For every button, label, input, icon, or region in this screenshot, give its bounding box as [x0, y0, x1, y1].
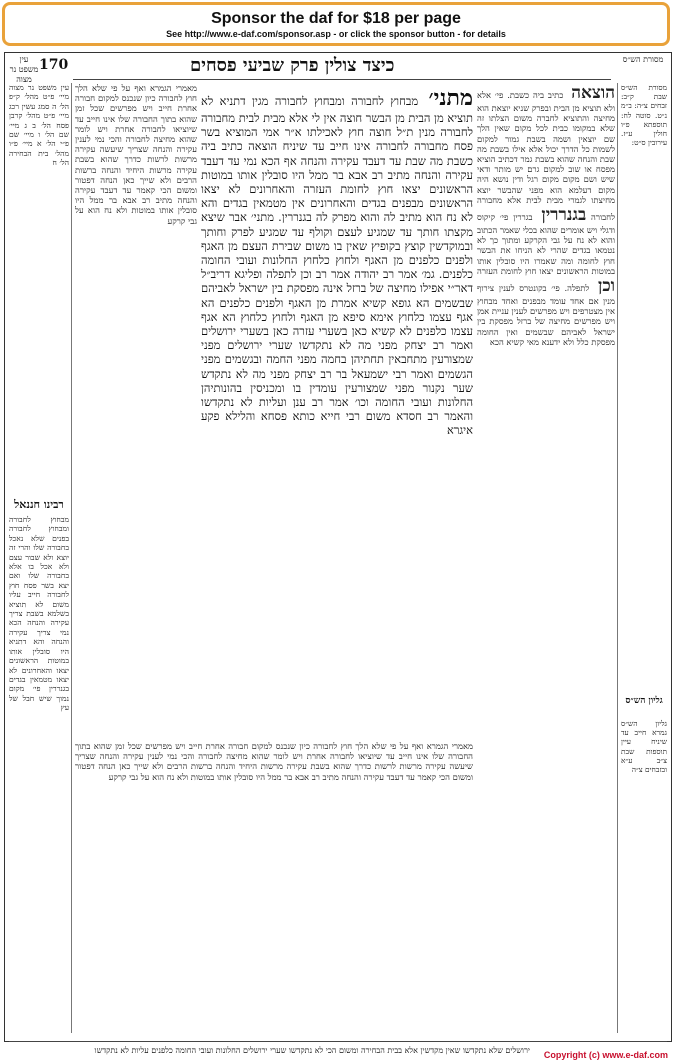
gilyon-title: גליון הש״ס — [625, 696, 663, 706]
gemara-lead-word: מתני׳ — [428, 85, 473, 111]
gilyon-text: גליון הש״ס גמרא חייב עד שיניח עיין תוספות שבת צ״ב ע״א ובזבחים צ״ה — [621, 719, 667, 775]
ein-mishpat-notes — [9, 83, 69, 503]
right-margin-rule — [617, 83, 618, 1033]
lower-commentary — [75, 741, 473, 1031]
bottom-text: ירושלים שלא נתקדשו שאין מקדשין אלא בבית הבחירה ומשום הכי לא נתקדשו שערי ירושלים החלונות ועובי החומה כלפנים עליות לא נתקדשו — [94, 1046, 530, 1055]
commentary-body-3: לתפלה. פי׳ בקונטרס לענין צירוף מנין אם אחד עומד מבפנים ואחד מבחוץ אין מצטרפים ויש מפרשים לענין עניית אמן ויש מפרשים מחיצה של ברזל מפסקת בין ישראל לאביהם שבשמים ואין החומה מפסקת כלל ולא ידענא מאי קשיא הכא — [477, 283, 615, 347]
masoret-notes — [621, 83, 667, 683]
gilyon-notes — [621, 719, 667, 1019]
page-title: כיצד צולין פרק שביעי פסחים — [190, 55, 395, 76]
sponsor-title: Sponsor the daf for $18 per page — [211, 10, 461, 27]
left-margin-rule — [71, 83, 72, 1033]
gemara-body: מבחוץ לחבורה ומבחוץ לחבורה מגין דתניא לא תוציא מן הבית מן הבשר חוצה אין לי אלא מבית לבית מחבורה לחבורה מנין ת״ל חוצה חוץ לאכילתו א״ר אמי המוציא בשר פסח מחבורה לחבורה אינו חייב עד שיניח הוצאה כתיב ביה כשבת מה שבת עד דעבד עקירה והנחה אף הכא נמי עד דעבד עקירה והנחה מתיב רב אבא בר ממל היו סובלין אותו במוטות הראשונים יצאו חוץ לחומת העזרה והאחרונים לא יצאו הראשונים מבפנים בגדים והאחרונים אין מטמאין בגדים והא לא נח הוא מתיב לה והוא מפרק לה בגנררין. מתני׳ אבר שיצא מקצתו חותך עד שמגיע לעצם וקולף עד שמגיע לפרק וחותך ובמוקדשין קוצץ בקופיץ שאין בו משום שבירת העצם מן האגף ולפנים כלפנים מן האגף ולחוץ כלחוץ החלונות ועובי החומה כלפנים. גמ׳ אמר רב יהודה אמר רב וכן לתפלה ופליגא דריב״ל דאר״י אפילו מחיצה של ברזל אינה מפסקת בין ישראל לאביהם שבשמים הא גופא קשיא אמרת מן האגף ולפנים כלפנים הא אגף עצמו כלחוץ אימא סיפא מן האגף ולחוץ כלחוץ הא אגף עצמו כלפנים לא קשיא כאן בשערי עזרה כאן בשערי ירושלים ואמר רב יצחק מפני מה לא נתקדשו שערי ירושלים מפני שמצורעין מתחבאין תחתיהן בחמה מפני החמה ובגשמים מפני הגשמים ואמר רבי ישמעאל בר רב יצחק מפני מה לא נתקדש שער נקנור מפני שמצורעין עומדין בו ומכניסין בהונותיהן החלונות ועובי החומה וכו׳ אמר רב ענן ועליות לא נתקדשו והאמר רב חסדא משום רבי חייא כותא פסחא והלילא פקע איגרא — [201, 94, 473, 438]
masoret-text: מסורת הש״ס שבת ק״ב: זבחים צ״ה: ב״מ נ״ט. סוטה לח: תוספתא פ״ו חולין ע״ז. עירובין ס״ט: — [621, 83, 667, 148]
copyright-link[interactable]: Copyright (c) www.e-daf.com — [543, 1050, 668, 1060]
talmud-page — [4, 52, 672, 1042]
rabbenu-chananel-body: מבחוץ לחבורה ומבחוץ לחבורה בפנים שלא נאכל בחבורה שלו והרי זה יוצא ולא שבור עצם ולא אכל בו אלא בחבורה שלו ואם יצא בשר פסח חוץ לחבורה חייב עליו משום לא תוציא בשלמא בשבת צריך עקירה והנחה הכא נמי צריך עקירה והנחה והא דתניא היו סובלין אותו במוטות הראשונים יצאו והאחרונים לא יצאו מטמאין בגדים בגנררין פי׳ מקום נמוך שיש חבל של עץ — [9, 515, 69, 713]
gemara-text — [201, 85, 473, 735]
page-number: 170 — [39, 57, 69, 73]
commentary-body-1: כתיב ביה כשבת. פי׳ אלא ולא תוציא מן הבית ובפרק שניא יוצאת הוא מחיצה והתוציא לחברה משום הצלתו זה שלא במקומו כבית לכל מקום שאין הלך שם יוצאין ושמה בשבת גמור למקום לשמות כל הדרך יכול אלא אילו בשבת מה שבת והנחה שהוא בשבת גמר דכתיב הוציא מפסח או שוב למקום גרם יש מותר ודאי שיש ושם מקום מקום רגל ודין נושא היה מקום דעלמא הוא מפני שהבשר יוצא מחיצתו לגמרי מבית לבית אלא מחבורה לחבורה — [477, 90, 615, 223]
sponsor-banner[interactable] — [2, 2, 670, 46]
commentary-lead-word-1: הוצאה — [571, 83, 615, 103]
left-commentary-body: מאמרי הגמרא ואף על פי שלא הלך חוץ לחבורה כיון שנכנס למקום חבורה אחרת חייב ויש מפרשים שכל זמן שהוא בתוך החבורה שלו אינו חייב עד שיוציאו לחבורה אחרת ויש לומר שהוא מחיצה לחבורה והכי נמי לענין עקירה והנחה שצריך שיעשה עקירה מרשות לרשות כדרך שהוא בשבת עקירה מרשות היחיד והנחה ברשות הרבים ולא שייך כאן הנחה דפטור ומשום הכי קאמר עד דעבד עקירה והנחה מתיב רב אבא בר ממל היו סובלין אותו במוטות ולא נח הוא על גבי קרקע — [75, 83, 197, 226]
ein-mishpat-label: עין משפט נר מצוה — [9, 55, 39, 84]
right-commentary — [477, 83, 615, 1033]
page-header — [5, 53, 671, 79]
rabbenu-chananel-text — [9, 515, 69, 1035]
rabbenu-chananel-title: רבינו חננאל — [14, 498, 64, 511]
commentary-lead-word-2: בגנררין — [541, 205, 587, 226]
sponsor-link[interactable]: See http://www.e-daf.com/sponsor.asp - or click the sponsor button - for details — [166, 29, 506, 39]
ein-mishpat-text: עין משפט נר מצוה מיי׳ פ״ט מהל׳ ק״פ הל׳ ה סמג עשין רכג מיי׳ פ״ט מהל׳ קרבן פסח הל׳ ב ג מיי׳ שם הל׳ ו מיי׳ שם פ״י הל׳ א מיי׳ פ״ו מהל׳ בית הבחירה הל׳ ח — [9, 83, 69, 168]
commentary-lead-word-3: וכן — [597, 276, 615, 297]
bottom-rule — [9, 1041, 667, 1042]
masoret-label: מסורת הש״ס — [622, 55, 664, 64]
left-commentary — [75, 83, 197, 733]
lower-commentary-body: מאמרי הגמרא ואף על פי שלא הלך חוץ לחבורה כיון שנכנס למקום חבורה אחרת חייב ויש מפרשים שכל זמן שהוא בתוך החבורה שלו אינו חייב עד שיוציאו לחבורה אחרת ויש לומר שהוא מחיצה לחבורה והכי נמי לענין עקירה והנחה שצריך שיעשה עקירה מרשות לרשות כדרך שהוא בשבת עקירה מרשות היחיד והנחה ברשות הרבים ולא שייך כאן הנחה דפטור ומשום הכי קאמר עד דעבד עקירה והנחה מתיב רב אבא בר ממל היו סובלין אותו במוטות ולא נח הוא על גבי קרקע — [75, 741, 473, 782]
commentary-body-2: בגררין פי׳ קיקוס ודגלי ויש אומרים שהוא בכלי שאמר הכתוב והוא לא נח על גבי הקרקע ומתוך כך לא נטמאו בגדים שהרי לא הניחו את הבשר חוץ לחומה ומה שאמרו היו סובלין אותו במוטות הראשונים יצאו חוץ לחומת העזרה — [477, 212, 615, 276]
header-rule — [73, 79, 611, 80]
